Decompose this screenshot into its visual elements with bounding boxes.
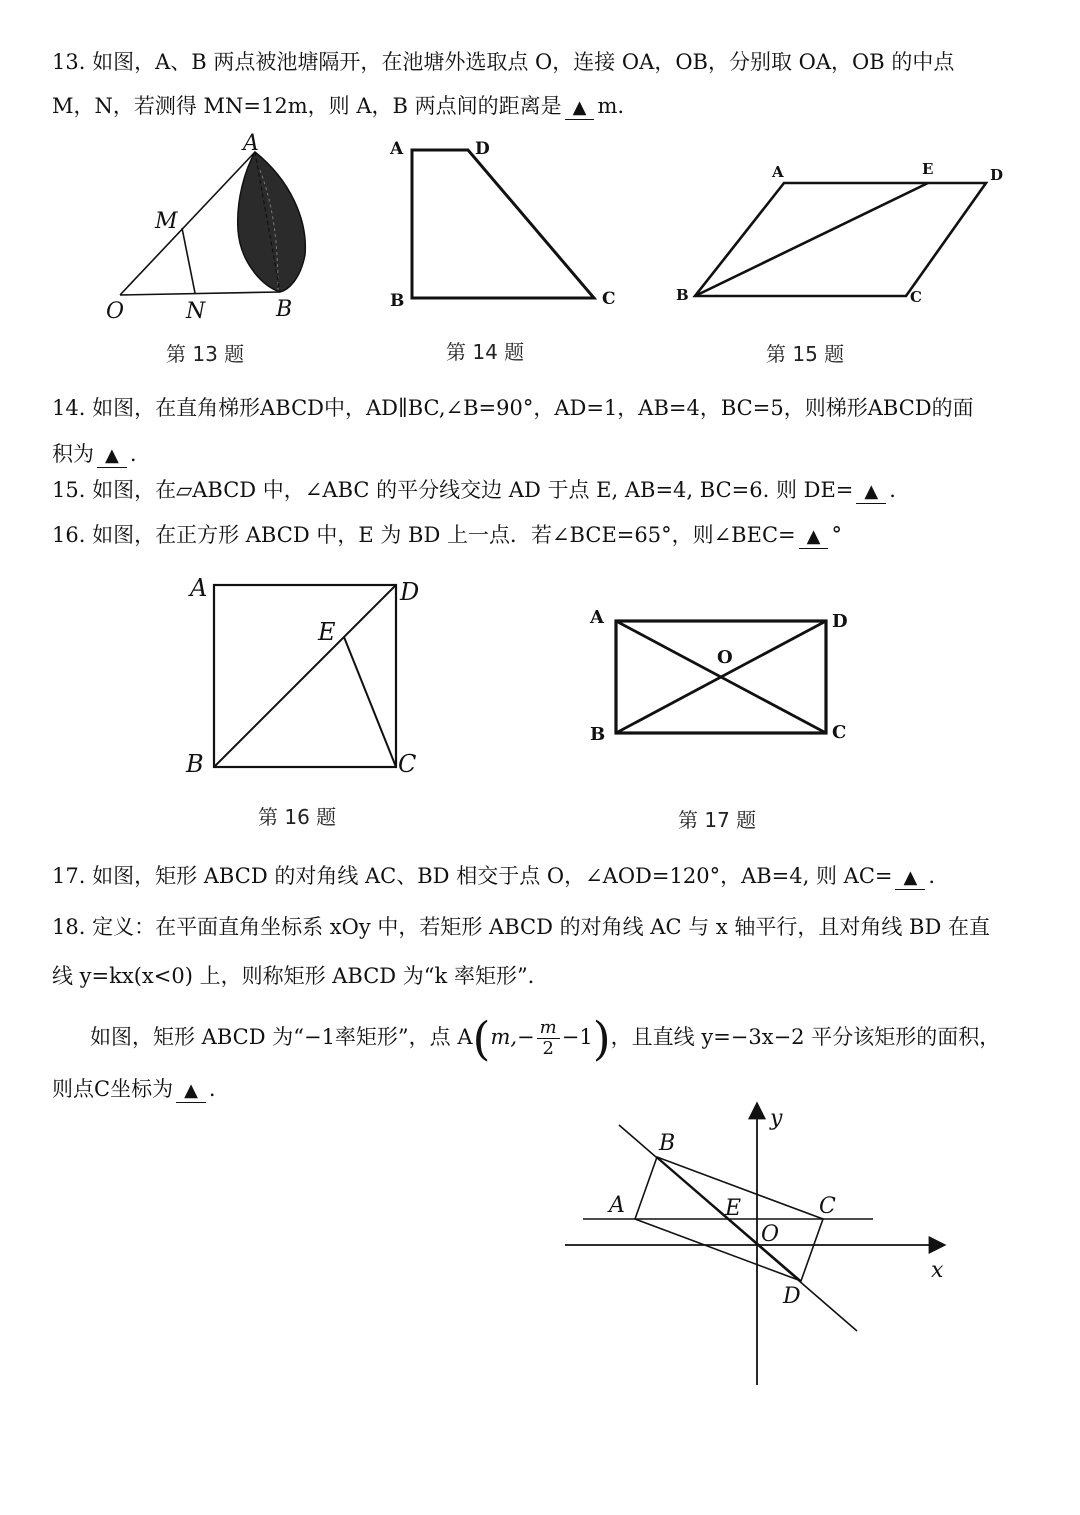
q14-end: . <box>129 442 137 466</box>
label-B: B <box>676 286 689 304</box>
q18-line2 <box>52 962 534 990</box>
q14-line2 <box>52 440 137 468</box>
q17-text: 如图，矩形 ABCD 的对角线 AC、BD 相交于点 O，∠AOD=120°，AB=4, 则 AC= <box>92 864 893 888</box>
q18-coord-m: m,− <box>490 1025 535 1049</box>
q13-unit: m. <box>597 94 625 118</box>
q18-coord-tail: −1 <box>561 1025 593 1049</box>
q18-text-line1: 定义：在平面直角坐标系 xOy 中，若矩形 ABCD 的对角线 AC 与 x 轴平行，且对角线 BD 在直 <box>92 915 991 939</box>
q17-end: . <box>928 864 936 888</box>
label-D: D <box>783 1284 801 1309</box>
q18-text-line3-suffix: ，且直线 y=−3x−2 平分该矩形的面积， <box>610 1025 1001 1049</box>
q16-degree: ° <box>831 523 842 547</box>
label-A: A <box>190 574 208 602</box>
label-A: A <box>390 139 404 159</box>
q13-answer-blank: ▲ <box>565 97 595 120</box>
q15-caption: 第 15 题 <box>766 342 845 366</box>
q14-caption: 第 14 题 <box>446 340 525 364</box>
q17-answer-blank: ▲ <box>895 867 925 890</box>
segment-EC <box>344 637 396 767</box>
q14-text-line2: 积为 <box>52 442 94 466</box>
label-C: C <box>819 1194 836 1219</box>
label-C: C <box>602 289 616 309</box>
label-D: D <box>475 139 490 159</box>
label-D: D <box>400 578 420 606</box>
label-B: B <box>276 297 293 322</box>
q16-answer-blank: ▲ <box>799 526 829 549</box>
q14-line1 <box>52 394 974 422</box>
label-B: B <box>659 1131 676 1156</box>
q13-text-line2: M，N，若测得 MN=12m，则 A，B 两点间的距离是 <box>52 94 562 118</box>
q13-text-line1: 如图，A、B 两点被池塘隔开，在池塘外选取点 O，连接 OA，OB，分别取 OA，OB 的中点 <box>92 50 955 74</box>
q17-line <box>52 862 935 890</box>
q18-text-line4: 则点C坐标为 <box>52 1077 174 1101</box>
q18-text-line3-prefix: 如图，矩形 ABCD 为“−1率矩形”，点 A <box>90 1025 473 1049</box>
q15-answer-blank: ▲ <box>856 481 886 504</box>
q18-number: 18. <box>52 915 86 939</box>
label-A: A <box>590 607 604 628</box>
q17-number: 17. <box>52 864 86 888</box>
label-B: B <box>186 750 204 778</box>
label-E: E <box>318 618 336 646</box>
q14-answer-blank: ▲ <box>97 445 127 468</box>
q14-text-line1: 如图，在直角梯形ABCD中，AD∥BC,∠B=90°，AD=1，AB=4，BC=5，则梯形ABCD的面 <box>92 396 974 420</box>
q14-figure <box>380 130 620 320</box>
q18-text-line2: 线 y=kx(x<0) 上，则称矩形 ABCD 为“k 率矩形”. <box>52 964 535 988</box>
q13-figure <box>100 130 330 330</box>
q18-end: . <box>208 1077 216 1101</box>
q18-line1 <box>52 913 990 941</box>
q18-answer-blank: ▲ <box>176 1080 206 1103</box>
label-C: C <box>398 750 417 778</box>
label-E: E <box>922 160 934 178</box>
q13-line1 <box>52 48 954 76</box>
q18-figure <box>555 1095 955 1395</box>
q18-fraction <box>537 1018 560 1059</box>
label-D: D <box>832 611 848 632</box>
q15-text: 如图，在▱ABCD 中，∠ABC 的平分线交边 AD 于点 E, AB=4, BC=6. 则 DE= <box>92 478 854 502</box>
q15-number: 15. <box>52 478 86 502</box>
segment-MN <box>182 228 195 293</box>
q13-number: 13. <box>52 50 86 74</box>
label-A: A <box>772 163 784 181</box>
diagonal-BD <box>214 585 396 767</box>
q18-line4 <box>52 1075 216 1103</box>
q15-figure <box>670 155 1015 315</box>
fraction-numerator: m <box>537 1018 560 1039</box>
q15-line <box>52 476 896 504</box>
label-O: O <box>106 299 125 324</box>
segment-OA <box>120 152 255 295</box>
label-E: E <box>725 1196 742 1221</box>
q13-line2 <box>52 92 624 120</box>
q15-end: . <box>889 478 896 502</box>
q16-line <box>52 521 842 549</box>
line-y-neg3x-minus2 <box>619 1125 857 1331</box>
label-M: M <box>155 209 178 234</box>
label-A: A <box>243 131 259 156</box>
q17-figure <box>585 600 860 750</box>
label-A: A <box>609 1193 625 1218</box>
segment-BE <box>695 183 928 296</box>
label-N: N <box>186 299 206 324</box>
q16-number: 16. <box>52 523 86 547</box>
q13-caption: 第 13 题 <box>166 342 245 366</box>
label-y: y <box>770 1106 783 1131</box>
trapezoid-ABCD <box>412 150 594 298</box>
q16-text: 如图，在正方形 ABCD 中，E 为 BD 上一点．若∠BCE=65°，则∠BEC= <box>92 523 796 547</box>
label-C: C <box>910 288 922 306</box>
label-O: O <box>717 647 733 668</box>
label-x: x <box>931 1258 944 1283</box>
segment-OB <box>120 292 280 295</box>
label-O: O <box>761 1222 780 1247</box>
q16-figure <box>180 570 430 785</box>
label-D: D <box>990 166 1004 184</box>
label-C: C <box>832 722 847 743</box>
parallelogram-ABCD <box>695 183 986 296</box>
q16-caption: 第 16 题 <box>258 805 337 829</box>
q17-caption: 第 17 题 <box>678 808 757 832</box>
q18-line3: 如图，矩形 ABCD 为“−1率矩形”，点 A(m,− $\frac{m}{2}$ −1)，且直线 y=−3x−2 平分该矩形的面积， <box>90 1011 1001 1066</box>
label-B: B <box>590 724 606 745</box>
pond-shape <box>238 152 306 292</box>
q14-number: 14. <box>52 396 86 420</box>
label-B: B <box>390 291 405 311</box>
fraction-denominator: 2 <box>542 1038 554 1059</box>
